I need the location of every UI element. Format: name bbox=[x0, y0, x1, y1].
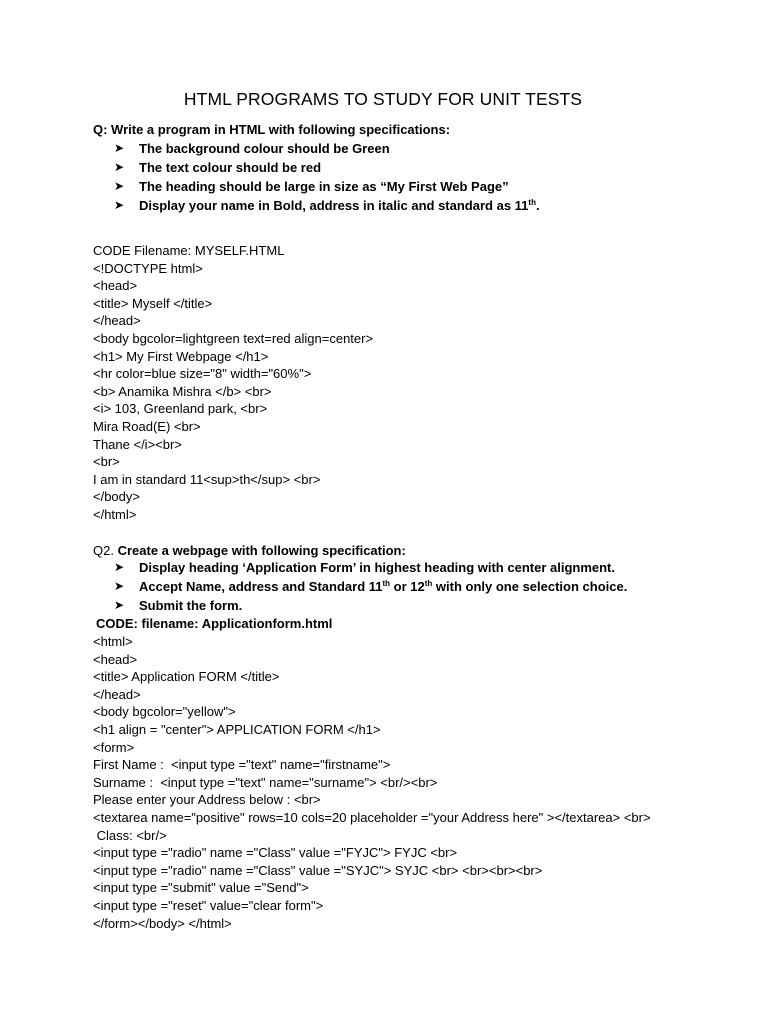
code-line: </head> bbox=[93, 686, 141, 702]
arrow-bullet-icon: ➤ bbox=[114, 198, 125, 212]
code-line: </html> bbox=[93, 506, 137, 522]
arrow-bullet-icon: ➤ bbox=[114, 179, 125, 193]
code-line: </body> bbox=[93, 489, 140, 505]
q2-bullet-list bbox=[114, 558, 627, 615]
code-line: <title> Myself </title> bbox=[93, 295, 213, 311]
code-line: <hr color=blue size="8" width="60%"> bbox=[93, 366, 312, 382]
q2-prompt-text: Create a webpage with following specification: bbox=[117, 543, 406, 558]
q1-bullet-item: ➤ Display your name in Bold, address in italic and standard as 11th. bbox=[114, 198, 540, 213]
q2-bullet-item: ➤ Submit the form. bbox=[114, 598, 243, 613]
q2-code-heading: CODE: filename: Applicationform.html bbox=[96, 616, 333, 631]
code-line: First Name : <input type ="text" name="firstname"> bbox=[93, 757, 391, 773]
code-line: </head> bbox=[93, 313, 141, 329]
code-line: <head> bbox=[93, 651, 138, 667]
code-line: <textarea name="positive" rows=10 cols=20 placeholder ="your Address here" ></textarea> <br> bbox=[93, 809, 651, 825]
q1-prompt: Q: Write a program in HTML with following specifications: bbox=[93, 122, 451, 137]
arrow-bullet-icon: ➤ bbox=[114, 579, 125, 593]
code-line: <html> bbox=[93, 634, 133, 649]
code-line: <h1 align = "center"> APPLICATION FORM </h1> bbox=[93, 721, 381, 737]
arrow-bullet-icon: ➤ bbox=[114, 560, 125, 574]
code-line: <head> bbox=[93, 278, 138, 294]
q2-number: Q2. bbox=[93, 543, 114, 558]
code-line: <i> 103, Greenland park, <br> bbox=[93, 401, 268, 417]
page-title: HTML PROGRAMS TO STUDY FOR UNIT TESTS bbox=[183, 89, 583, 109]
code-line: <form> bbox=[93, 739, 135, 755]
code-line: <body bgcolor="yellow"> bbox=[93, 704, 236, 720]
arrow-bullet-icon: ➤ bbox=[114, 160, 125, 174]
code-line: <input type ="radio" name ="Class" value ="SYJC"> SYJC <br> <br><br><br> bbox=[93, 862, 543, 878]
q1-bullet-item: ➤ The heading should be large in size as “My First Web Page” bbox=[114, 179, 509, 194]
code-line: </form></body> </html> bbox=[93, 915, 232, 931]
code-line: <body bgcolor=lightgreen text=red align=center> bbox=[93, 330, 374, 346]
code-line: Class: <br/> bbox=[93, 827, 167, 843]
arrow-bullet-icon: ➤ bbox=[114, 598, 125, 612]
code-line: Please enter your Address below : <br> bbox=[93, 792, 321, 808]
code-line: CODE Filename: MYSELF.HTML bbox=[93, 243, 285, 258]
code-line: I am in standard 11<sup>th</sup> <br> bbox=[93, 471, 321, 487]
code-line: <h1> My First Webpage </h1> bbox=[93, 348, 269, 364]
code-line: Mira Road(E) <br> bbox=[93, 418, 201, 434]
q2-code-listing bbox=[93, 633, 651, 932]
q1-bullet-item: ➤ The text colour should be red bbox=[114, 160, 322, 175]
code-line: <title> Application FORM </title> bbox=[93, 669, 280, 685]
q1-bullet-list bbox=[114, 139, 540, 215]
code-line: <b> Anamika Mishra </b> <br> bbox=[93, 383, 272, 399]
q1-bullet-item: ➤ The background colour should be Green bbox=[114, 141, 390, 156]
code-line: Thane </i><br> bbox=[93, 436, 182, 452]
q1-code-listing bbox=[93, 242, 373, 524]
code-line: <input type ="submit" value ="Send"> bbox=[93, 880, 309, 896]
q2-prompt bbox=[93, 543, 406, 558]
q2-bullet-item: ➤ Accept Name, address and Standard 11th or 12th with only one selection choice. bbox=[114, 579, 628, 594]
code-line: <br> bbox=[93, 454, 120, 470]
arrow-bullet-icon: ➤ bbox=[114, 141, 125, 155]
code-line: <input type ="reset" value="clear form"> bbox=[93, 897, 324, 913]
code-line: <!DOCTYPE html> bbox=[93, 260, 203, 276]
code-line: <input type ="radio" name ="Class" value ="FYJC"> FYJC <br> bbox=[93, 845, 458, 861]
code-line: Surname : <input type ="text" name="surname"> <br/><br> bbox=[93, 774, 438, 790]
q2-bullet-item: ➤ Display heading ‘Application Form’ in highest heading with center alignment. bbox=[114, 560, 615, 575]
